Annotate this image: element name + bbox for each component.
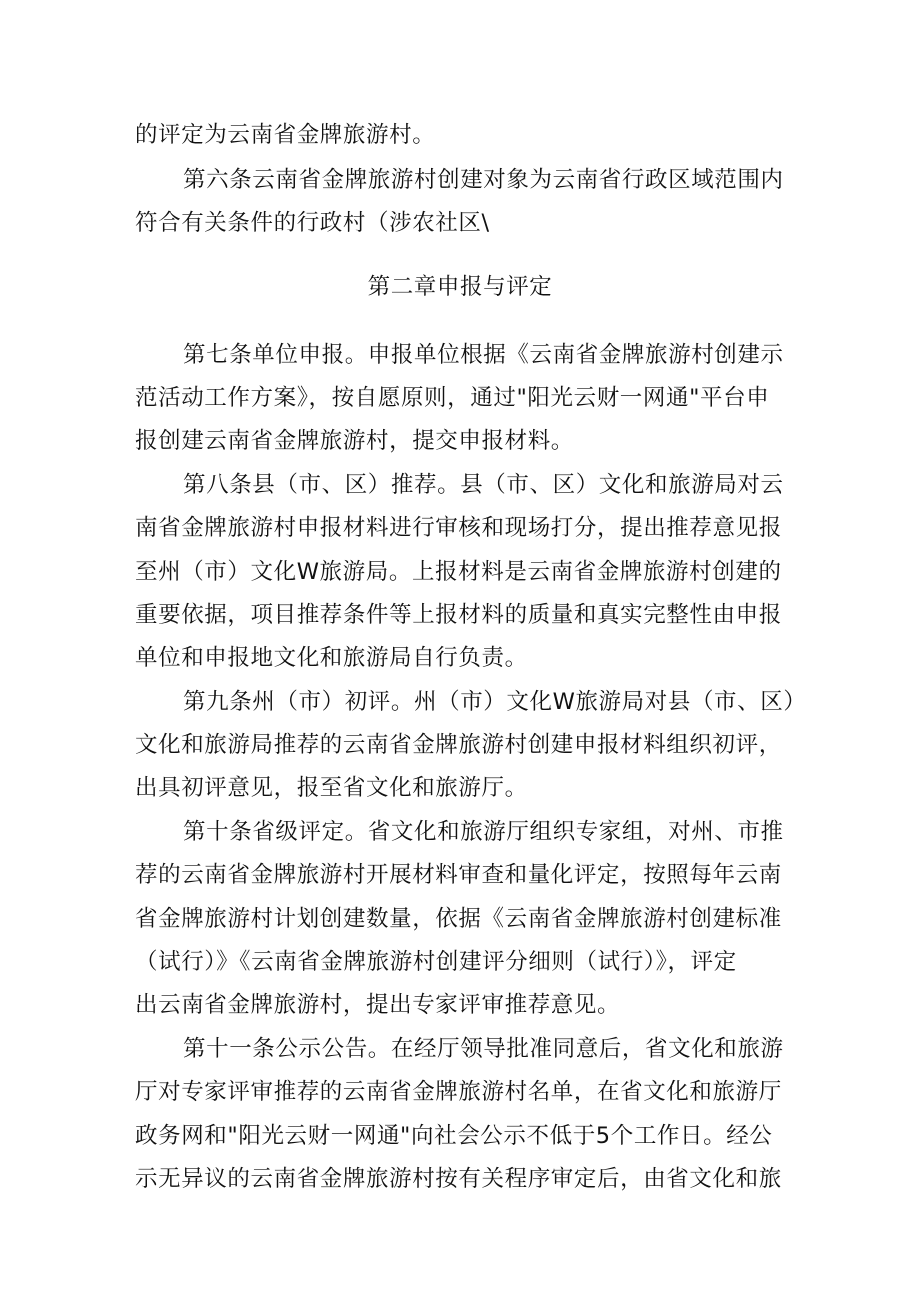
- text-line: 省金牌旅游村计划创建数量，依据《云南省金牌旅游村创建标准: [135, 906, 782, 932]
- text-line: 南省金牌旅游村申报材料进行审核和现场打分，提出推荐意见报: [135, 515, 782, 541]
- text-line: 出具初评意见，报至省文化和旅游厅。: [135, 775, 528, 801]
- text-line: 示无异议的云南省金牌旅游村按有关程序审定后，由省文化和旅: [135, 1166, 782, 1192]
- text-line: 至州（市）文化W旅游局。上报材料是云南省金牌旅游村创建的: [135, 559, 782, 585]
- article-6-line: 第六条云南省金牌旅游村创建对象为云南省行政区域范围内: [183, 167, 784, 193]
- text-line: 政务网和"阳光云财一网通"向社会公示不低于5个工作日。经公: [135, 1123, 773, 1149]
- article-9-line: 第九条州（市）初评。州（市）文化W旅游局对县（市、区）: [183, 689, 807, 715]
- text-line: （试行）》《云南省金牌旅游村创建评分细则（试行）》，评定: [135, 949, 737, 975]
- chapter-heading: 第二章申报与评定: [367, 274, 553, 300]
- text-line: 荐的云南省金牌旅游村开展材料审查和量化评定，按照每年云南: [135, 862, 782, 888]
- text-line: 文化和旅游局推荐的云南省金牌旅游村创建申报材料组织初评，: [135, 732, 782, 758]
- text-line: 出云南省金牌旅游村，提出专家评审推荐意见。: [135, 992, 621, 1018]
- text-line: 单位和申报地文化和旅游局自行负责。: [135, 645, 528, 671]
- article-8-line: 第八条县（市、区）推荐。县（市、区）文化和旅游局对云: [183, 472, 784, 498]
- text-line: 范活动工作方案》，按自愿原则，通过"阳光云财一网通"平台申: [135, 385, 770, 411]
- article-10-line: 第十条省级评定。省文化和旅游厅组织专家组，对州、市推: [183, 819, 784, 845]
- article-7-line: 第七条单位申报。申报单位根据《云南省金牌旅游村创建示: [183, 342, 784, 368]
- article-11-line: 第十一条公示公告。在经厅领导批准同意后，省文化和旅游: [183, 1036, 784, 1062]
- text-line: 的评定为云南省金牌旅游村。: [135, 122, 436, 148]
- text-line: 重要依据，项目推荐条件等上报材料的质量和真实完整性由申报: [135, 602, 782, 628]
- text-line: 报创建云南省金牌旅游村，提交申报材料。: [135, 428, 574, 454]
- text-line: 厅对专家评审推荐的云南省金牌旅游村名单，在省文化和旅游厅: [135, 1079, 782, 1105]
- text-line: 符合有关条件的行政村（涉农社区\: [135, 210, 490, 236]
